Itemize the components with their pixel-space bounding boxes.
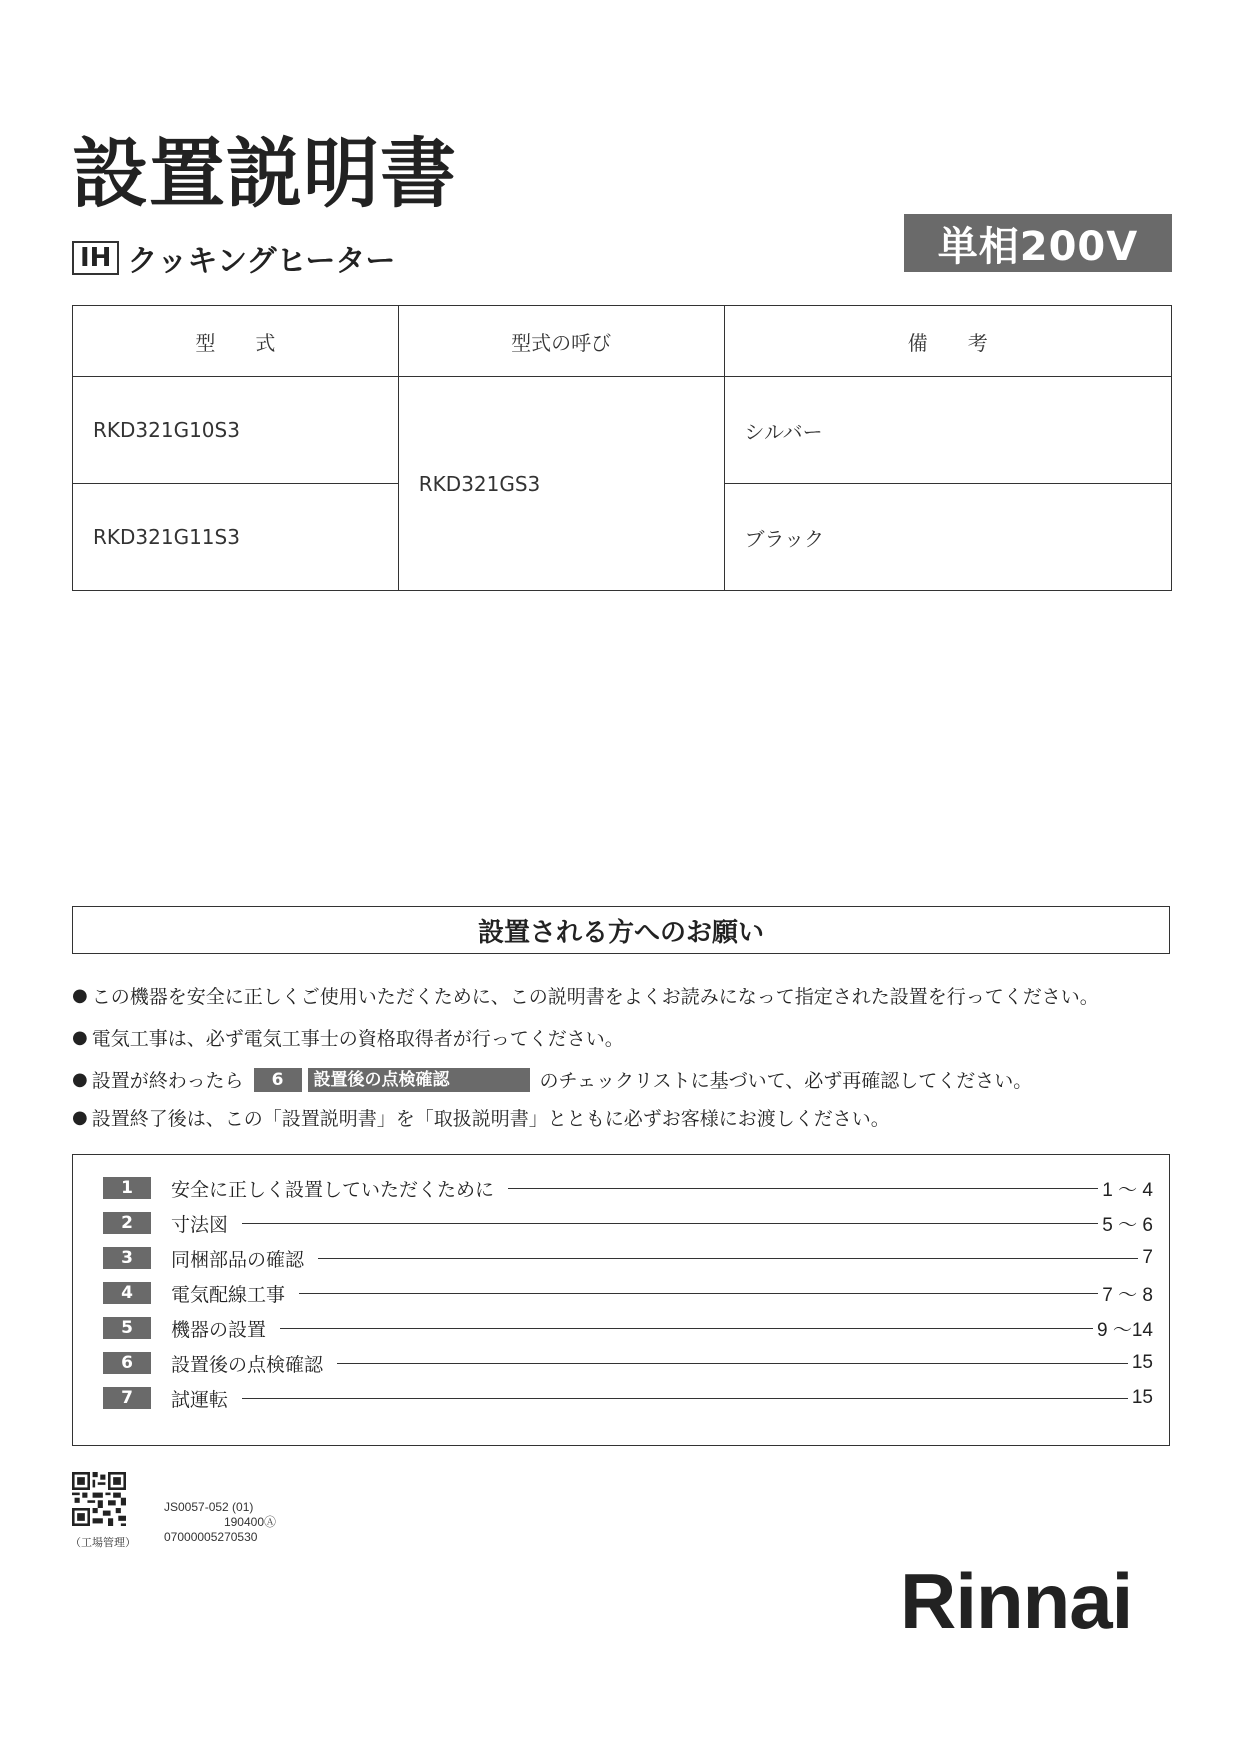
toc-label: 機器の設置 bbox=[171, 1318, 267, 1341]
notice-text: のチェックリストに基づいて、必ず再確認してください。 bbox=[539, 1070, 1033, 1092]
toc-item[interactable] bbox=[103, 1175, 1153, 1201]
ih-tag: IH bbox=[72, 241, 119, 275]
toc-label: 同梱部品の確認 bbox=[171, 1248, 305, 1271]
toc-pages: 9 ～14 bbox=[1097, 1319, 1153, 1341]
toc-label: 設置後の点検確認 bbox=[171, 1353, 324, 1376]
leader-line bbox=[242, 1398, 1128, 1399]
toc-number: 7 bbox=[103, 1387, 151, 1409]
bullet-icon: ● bbox=[72, 1069, 88, 1090]
bullet-icon: ● bbox=[72, 985, 88, 1006]
leader-line bbox=[299, 1293, 1098, 1294]
toc-item[interactable] bbox=[103, 1350, 1153, 1376]
toc-label: 試運転 bbox=[171, 1388, 229, 1411]
notice-text: 電気工事は、必ず電気工事士の資格取得者が行ってください。 bbox=[91, 1028, 624, 1050]
bullet-icon: ● bbox=[72, 1027, 88, 1048]
model-cell: RKD321G10S3 bbox=[73, 377, 399, 484]
notice-prefix: 設置が終わったら bbox=[91, 1070, 244, 1092]
product-subtitle bbox=[72, 240, 396, 279]
qr-code-icon bbox=[72, 1472, 126, 1526]
toc-pages: 7 ～ 8 bbox=[1102, 1284, 1153, 1306]
leader-line bbox=[242, 1223, 1098, 1224]
toc-number: 5 bbox=[103, 1317, 151, 1339]
toc-item[interactable] bbox=[103, 1280, 1153, 1306]
notice-text: この機器を安全に正しくご使用いただくために、この説明書をよくお読みになって指定された設置を行ってください。 bbox=[91, 986, 1099, 1008]
section-ref-number: 6 bbox=[254, 1068, 302, 1092]
toc-pages: 7 bbox=[1142, 1247, 1153, 1268]
product-name: クッキングヒーター bbox=[127, 244, 396, 279]
voltage-badge: 単相200V bbox=[904, 214, 1172, 272]
model-cell: RKD321G11S3 bbox=[73, 484, 399, 591]
header-model: 型 式 bbox=[73, 306, 399, 377]
document-codes bbox=[164, 1500, 276, 1545]
toc-pages: 15 bbox=[1131, 1352, 1153, 1373]
table-row bbox=[73, 377, 1172, 484]
toc-number: 4 bbox=[103, 1282, 151, 1304]
notice-item bbox=[72, 1066, 1032, 1093]
toc-label: 電気配線工事 bbox=[171, 1283, 286, 1306]
leader-line bbox=[508, 1188, 1098, 1189]
toc-number: 1 bbox=[103, 1177, 151, 1199]
toc-item[interactable] bbox=[103, 1245, 1153, 1271]
model-name-cell: RKD321GS3 bbox=[398, 377, 724, 591]
leader-line bbox=[318, 1258, 1138, 1259]
leader-line bbox=[280, 1328, 1093, 1329]
notice-text: 設置終了後は、この「設置説明書」を「取扱説明書」とともに必ずお客様にお渡しください。 bbox=[91, 1108, 890, 1130]
bullet-icon: ● bbox=[72, 1107, 88, 1128]
request-heading: 設置される方へのお願い bbox=[72, 906, 1170, 954]
qr-label: （工場管理） bbox=[70, 1536, 136, 1549]
toc-number: 3 bbox=[103, 1247, 151, 1269]
toc-pages: 1 ～ 4 bbox=[1102, 1179, 1153, 1201]
notice-item bbox=[72, 1024, 624, 1051]
toc-label: 安全に正しく設置していただくために bbox=[171, 1178, 495, 1201]
header-remarks: 備 考 bbox=[724, 306, 1171, 377]
toc-label: 寸法図 bbox=[171, 1213, 229, 1236]
notice-item bbox=[72, 1104, 890, 1131]
toc-number: 6 bbox=[103, 1352, 151, 1374]
document-title: 設置説明書 bbox=[72, 129, 457, 218]
brand-logo: Rinnai bbox=[900, 1557, 1133, 1645]
model-table bbox=[72, 305, 1172, 591]
header-model-name: 型式の呼び bbox=[398, 306, 724, 377]
toc-pages: 15 bbox=[1131, 1387, 1153, 1408]
toc-pages: 5 ～ 6 bbox=[1102, 1214, 1153, 1236]
notice-item bbox=[72, 982, 1099, 1009]
table-of-contents bbox=[72, 1154, 1170, 1446]
toc-item[interactable] bbox=[103, 1315, 1153, 1341]
toc-number: 2 bbox=[103, 1212, 151, 1234]
toc-item[interactable] bbox=[103, 1385, 1153, 1411]
remark-cell: シルバー bbox=[724, 377, 1171, 484]
serial-code: 07000005270530 bbox=[164, 1530, 258, 1544]
table-header-row bbox=[73, 306, 1172, 377]
doc-code: JS0057-052 (01) bbox=[164, 1500, 254, 1514]
date-code: 190400Ⓐ bbox=[223, 1515, 276, 1529]
section-ref-label: 設置後の点検確認 bbox=[308, 1068, 530, 1092]
remark-cell: ブラック bbox=[724, 484, 1171, 591]
toc-item[interactable] bbox=[103, 1210, 1153, 1236]
leader-line bbox=[337, 1363, 1128, 1364]
